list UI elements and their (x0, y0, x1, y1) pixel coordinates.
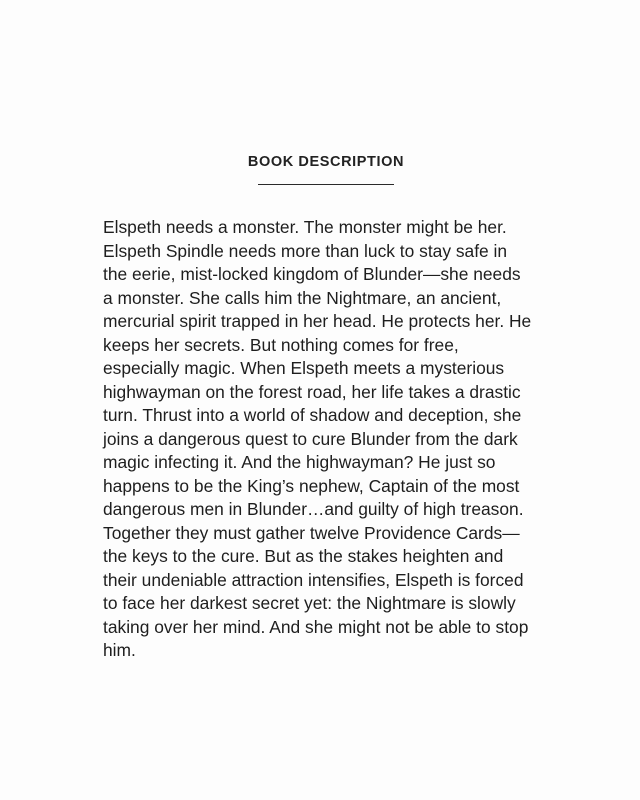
section-heading: BOOK DESCRIPTION (247, 154, 405, 170)
description-line: Together they must gather twelve Providence Cards— (103, 522, 520, 543)
description-line: him. (103, 640, 136, 660)
book-description-text (103, 216, 563, 663)
description-line: Elspeth needs a monster. The monster might be her. (103, 217, 507, 237)
description-line: Elspeth Spindle needs more than luck to stay safe in (103, 240, 508, 261)
description-line: a monster. She calls him the Nightmare, an ancient, (103, 287, 502, 308)
description-line: joins a dangerous quest to cure Blunder from the dark (103, 428, 518, 449)
description-line: magic infecting it. And the highwayman? He just so (103, 452, 496, 472)
description-line: to face her darkest secret yet: the Nightmare is slowly (103, 593, 516, 613)
description-line: the keys to the cure. But as the stakes heighten and (103, 546, 504, 566)
description-line: turn. Thrust into a world of shadow and deception, she (103, 405, 522, 425)
description-line: keeps her secrets. But nothing comes for free, (103, 334, 459, 355)
description-line: taking over her mind. And she might not be able to stop (103, 616, 529, 637)
description-line: happens to be the King’s nephew, Captain of the most (103, 475, 520, 496)
description-line: highwayman on the forest road, her life takes a drastic (103, 381, 521, 402)
heading-underline-divider (258, 184, 394, 185)
description-line: the eerie, mist-locked kingdom of Blunder—she needs (103, 264, 521, 284)
description-line: dangerous men in Blunder…and guilty of high treason. (103, 499, 524, 519)
description-line: especially magic. When Elspeth meets a mysterious (103, 358, 505, 378)
description-line: their undeniable attraction intensifies, Elspeth is forced (103, 569, 524, 590)
description-line: mercurial spirit trapped in her head. He protects her. He (103, 311, 532, 331)
